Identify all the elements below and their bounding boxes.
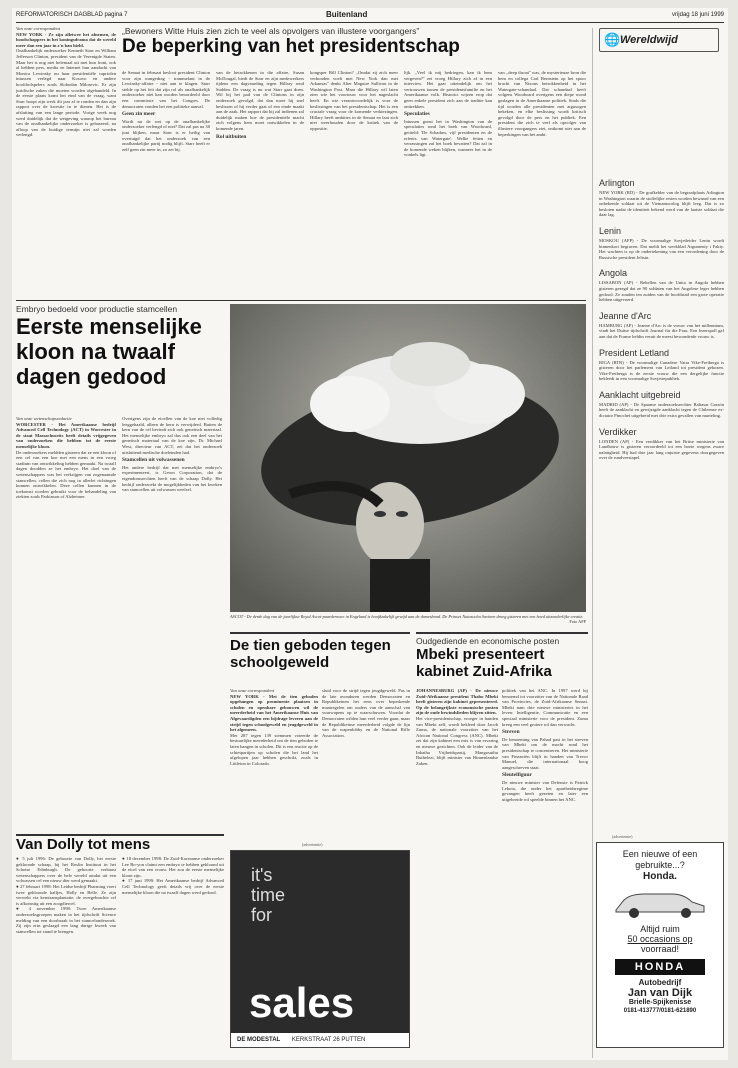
honda-offer: Altijd ruim (640, 924, 680, 934)
ad-label: (advertentie) (612, 834, 633, 839)
wereld-item (599, 390, 724, 419)
section-title: Buitenland (326, 10, 368, 19)
photo-credit: Foto AFP (569, 619, 586, 625)
stemcell-col1 (16, 416, 116, 828)
article-body: Het vice-presidentschap, vroeger in handen van Mbeki zelf, wordt bekleed door Jacob Zuma, de nationale voorzitter van het African National Congress (ANC). Mbeki zei dat zijn kabinet een mix is van ervaring en nieuwe gezichten. Ook de leider van de Inkatha Vrijheidspartij, Mangosuthu Buthelezi, blijft minister van Binnenlandse Zaken. (416, 715, 498, 766)
wereld-item (599, 348, 724, 382)
ad-store: DE MODESTAL (237, 1037, 281, 1043)
honda-dealer-name: Jan van Dijk (627, 987, 693, 999)
header-rule (16, 22, 724, 23)
schoolgeweld-title: De tien geboden tegen schoolgeweld (230, 637, 391, 671)
item-text: 17 juni 1999: Het Amerikaanse bedrijf Advanced Cell Technology geeft details vrij over de eerste menselijke kloon die na twaalf dagen werd gedood. (122, 878, 224, 895)
dolly-item: ● 18 december 1998: De Zuid-Koreaanse onderzoeker Lee Bo-yon claimt een embryo te hebben gekloond uit de eicel van een vrouw. Het zou de eerste menselijke kloon zijn. (122, 856, 224, 878)
stemcell-title: Eerste menselijke kloon na twaalf dagen gedood (16, 314, 202, 389)
lewinsky-article (16, 26, 116, 294)
section-rule (16, 300, 586, 301)
ad-address: KERKSTRAAT 26 PUTTEN (291, 1037, 366, 1043)
item-head: Verdikker (599, 426, 637, 437)
subhead: Streven (502, 729, 520, 736)
item-text: LONDEN (AP) - Een verdikker van het Britse ministerie van Landbouw is gisteren veroordeeld tot een boete wegens zware nalatigheid. Hij had drie jaar lang onjuiste gegevens doorgegeven over de rundveestapel. (599, 438, 724, 461)
wereld-item (599, 311, 724, 340)
honda-brand: Honda. (643, 871, 677, 882)
mbeki-headline (416, 632, 588, 682)
item-text: NEW YORK (RD) - De grafkelder van de begraafplaats Arlington in Washington waarin de stoffelijke resten worden bewaard van een onbekende soldaat uit de Vietnamoorlog blijft leeg. Dat is zo besloten nadat de identiteit bekend werd van de laatste soldaat die daar lag. (599, 190, 724, 218)
stemcell-col2 (122, 416, 222, 828)
article-body: Onafhankelijk onderzoeker Kenneth Starr en William Jefferson Clinton, president van de Verenigde Staten. Maar het is nog niet helemaal uit met hun front, ook al hebben pers, media en Internet hun aandacht van Monica Lewinsky nu haar presidentiële capriolen intussen verlegd naar Kosovo en andere hoofdrolspelers zoals Slobodan Milosevic. Er zijn juridische zaken die moeten worden afgehandeld. In de eerste plaats komt het eind van de vraag, want Starr hoopt zijn werk dit jaar af te ronden en dan zijn rapport over de kwestie in te dienen. Het is de afsluiting van een lange periode. Vorige week nog werd duidelijk dat de wetgeving waarop het bureau van de onafhankelijke onderzoeker is gebaseerd, na afloop van de huidige termijn niet zal worden verlengd. (16, 48, 116, 138)
dolly-item: ● 17 juni 1999: Het Amerikaanse bedrijf Advanced Cell Technology geeft details vrij over de eerste menselijke kloon die na twaalf dagen werd gedood. (122, 878, 224, 895)
schoolgeweld-col2 (322, 688, 410, 830)
honda-stock: voorraad! (640, 944, 680, 954)
item-text: 4 november 1998: Twee Amerikaanse onderzoeksgroepen maken in het tijdschrift Science melding van een doorbraak in het stamcelonderzoek. Zij zijn erin geslaagd een lang durige kweek van stamcellen tot stand te brengen. (16, 906, 116, 934)
col-text: Het andere bedrijf dat met menselijke embryo's experimenteert, is Geron Corporation, dat de eigendomsrechten heeft van de schaap Dolly. Het bedrijf onderzoekt de mogelijkheden van het kweken van stamcellen uit volwassen weefsel. (122, 464, 222, 493)
item-text: LISSABON (AP) - Rebellen van de Unita in Angola hebben gisteren gezegd dat ze 90 soldaten van het Angolese leger hebben gedood. Ze zouden ten zuiden van de hoofdstad een grote operatie hebben uitgevoerd. (599, 280, 724, 303)
page-header (16, 10, 724, 22)
ad-line: it's (251, 865, 273, 885)
wereldwijd-logo (599, 28, 719, 52)
col-text: Met 287 tegen 139 stemmen voteerde de bestuurlijke meerderheid om de tien geboden te laten hangen in scholen. Dit is een reactie op de schietpartijen op scholen die het land het afgelopen jaar hebben geschokt, zoals in Littleton in Colorado. (230, 732, 318, 766)
item-text: 5 juli 1996: De geboorte van Dolly, het eerste gekloonde schaap, bij het Roslin Instituut in het Schotse Edinburgh. De geboorte verbaast wetenschappers over de hele wereld omdat uit een volwassen cel een nieuw dier werd gemaakt. (16, 856, 116, 884)
article-body: De onderzoekers meldden gisteren dat ze een kloon of een cel van een koe met een mens in een vroeg stadium van ontwikkeling hebben gemaakt. Na twaalf dagen doodden ze het embryo. Het doel van de wetenschappers was het verkrijgen van zogenaamde stamcellen, cellen die zich nog in allerlei richtingen kunnen ontwikkelen. Deze cellen kunnen in de toekomst worden gebruikt voor de behandeling van ziekten zoals Parkinson of Alzheimer. (16, 449, 116, 500)
presidency-col1 (122, 70, 210, 294)
item-head: Arlington (599, 178, 635, 188)
honda-dealer: Autobedrijf (638, 978, 682, 987)
subhead: Geen zin meer (122, 111, 156, 118)
col-text: politiek van het ANC. In 1997 werd hij benoemd tot voorzitter van de Nationale Raad van Provincies, de Zuid-Afrikaanse Senaat. Mbeki nam drie nieuwe ministeries in het leven: Intelligentie, Communicatie en een speciaal ministerie voor de president. Zuma kreeg een veel grotere rol dan verwacht. (502, 688, 588, 727)
mbeki-kicker: Oudgediende en economische posten (416, 636, 560, 646)
schoolgeweld-col1 (230, 688, 318, 830)
wereld-item (599, 226, 724, 260)
wereld-item (599, 178, 724, 218)
schoolgeweld-headline (230, 632, 410, 682)
dolly-item: ● 27 februari 1998: Het Leidse bedrijf Pharming voert twee gekloonde kalfjes, Holly en Belle. Ze zijn verwekt via kerntransplantatie, de overgebrachte cel is afkomstig uit een zoogdiercel. (16, 883, 116, 906)
stemcell-kicker: Embryo bedoeld voor productie stamcellen (16, 304, 178, 314)
ad-line: time (251, 885, 286, 905)
item-head: President Letland (599, 347, 670, 358)
article-lead: NEW YORK - Ze zijn alletwee het afnemen, de boodschappers in het koningsdrama dat de wereld meer dan een jaar in z'n ban hield. (16, 31, 116, 48)
article-lead: JOHANNESBURG (AP) - De nieuwe Zuid-Afrikaanse president Thabo Mbeki heeft gisteren zijn kabinet gepresenteerd. Op de belangrijkste economische posten zijn de oude bewindslieden blijven zitten. (416, 688, 498, 716)
presidency-col4 (404, 70, 492, 294)
col-text: Intussen gonst het in Washington van de speculaties rond het boek van Woodward, getiteld: 'De Schaduw, vijf presidenten en de erfenis van Watergate'. Welke feiten en verrassingen zal het boek bevatten? Dat zal in de komende weken blijken, wanneer het in de winkels ligt. (404, 118, 492, 158)
presidency-col2 (216, 70, 304, 294)
ad-label: (advertentie) (302, 842, 323, 847)
honda-ad[interactable] (596, 842, 724, 1048)
mbeki-col2 (502, 688, 588, 1048)
stemcell-headline (16, 304, 226, 404)
col-text: Wordt nu de wet op de onafhankelijke onderzoeker verlengd of niet? Dat zal pas na 30 juni blijken, maar Starr is er heilig van overtuigd dat het onderzoek van een onafhankelijke partij nodig blijft. Starr heeft er zelf geen zin meer in, zo zei hij. (122, 118, 210, 152)
mbeki-title: Mbeki presenteert kabinet Zuid-Afrika (416, 646, 552, 680)
sales-ad[interactable] (230, 850, 410, 1048)
item-head: Aanklacht uitgebreid (599, 389, 681, 400)
item-text: 27 februari 1998: Het Leidse bedrijf Pharming voert twee gekloonde kalfjes, Holly en Belle. Ze zijn verwekt via kerntransplantatie, de overgebrachte cel is afkomstig uit een zoogdiercel. (16, 883, 116, 906)
honda-phone: 0181-413777/0181-621890 (623, 1008, 697, 1014)
newspaper-page (12, 8, 728, 1060)
col-text: sluid voor de strijd tegen jeugdgeweld. Pas in de late avonduren werden Democraten en Republikeinen het eens over beperkende maatregelen om ouders van de aanschaf van vuurwapens op te waarschuwen. Voordat de Democraten wilden hun veel verder gaan, maar de Republikeinse meerderheid volgde de lijn van de wapenlobby en de National Rifle Association. (322, 688, 410, 738)
byline: Van onze correspondent (16, 26, 60, 31)
photo-caption (230, 614, 586, 628)
col-text: De benoeming van Pahad past in het streven van Mbeki om de macht rond het presidentschap te concentreren. Het ministerie van Financiën blijft in handen van Trevor Manuel, die internationaal hoog aangeschreven staat. (502, 736, 588, 770)
ad-line: for (251, 905, 273, 925)
mbeki-col1 (416, 688, 498, 1048)
photo-hat-icon (230, 304, 586, 612)
subhead: Stamcellen uit volwassenen (122, 457, 185, 464)
globe-icon: 🌐 (604, 32, 621, 47)
item-text: HAMBURG (AP) - Jeanne d'Arc is de vrouw van het millennium, vindt het Duitse tijdschrift Journal für die Frau. Een lezerspoll gaf aan dat de Franse heldin veruit de meest bewonderde vrouw is. (599, 322, 724, 339)
item-head: Angola (599, 268, 628, 279)
header-date: vrijdag 18 juni 1999 (671, 12, 724, 18)
header-left: REFORMATORISCH DAGBLAD pagina 7 (16, 12, 128, 18)
byline: Van onze correspondent (230, 688, 274, 693)
logo-text: Wereldwijd (620, 34, 678, 46)
col-text: lijk. ,,Veel ik mij bedriegen, kan ik hem vergeven?'' zei vroeg Hillary zich af in een interview. Het gaat uiteindelijk om het vertrouwen tussen de presidentsfamilie en het Amerikaanse volk. Historici wijzen erop dat geen enkele president zich aan de traditie kan onttrekken. (404, 70, 492, 109)
dolly-item: ● 4 november 1998: Twee Amerikaanse onderzoeksgroepen maken in het tijdschrift Science melding van een doorbraak in het stamcelonderzoek. Zij zijn erin geslaagd een lang durige kweek van stamcellen tot stand te brengen. (16, 906, 116, 934)
car-icon (610, 886, 710, 920)
dolly-col1 (16, 856, 116, 1050)
honda-title: Een nieuwe of een gebruikte...? (622, 849, 698, 870)
col-text: van ,,deep throat'' was, de mysterieuze bron die hem en collega Carl Bernstein op het spoor bracht van Nixons betrokkenheid in het Watergate-schandaal. Dat schandaal heeft volgens Woodward overigens een diepe wond geslagen in de Amerikaanse politiek. Sinds die tijd worden alle presidenten met argusogen bekeken, en elke beslissing wordt kritisch gevolgd door de pers en het publiek. Een president die zich te veel als opvolger van illustere voorgangers ziet, ontkomt niet aan de beperkingen van het ambt. (498, 70, 586, 137)
article-lead: WORCESTER - Het Amerikaanse bedrijf Advanced Cell Technology (ACT) in Worcester in de staat Massachusetts heeft details vrijgegeven van onderzoeken die hebben tot de eerste menselijke kloon. (16, 421, 116, 449)
byline: Van onze wetenschapsredactie (16, 416, 72, 421)
col-text: De nieuwe minister van Defensie is Patrick Lekota, die onder het apartheidsregime gevangen heeft gezeten en later een uitgebreide rol speelde binnen het ANC. (502, 779, 588, 802)
subhead: Rol uitbuiten (216, 133, 247, 140)
honda-logo: HONDA (615, 959, 705, 975)
item-text: RIGA (RTR) - De voormalige Canadese Vaira Vike-Freiberga is gisteren door het parlement van Letland tot president gekozen. Vike-Freiberga is de eerste vrouw die een dergelijke functie bekleedt in een voormalige Sovjetrepubliek. (599, 359, 724, 382)
item-text: 18 december 1998: De Zuid-Koreaanse onderzoeker Lee Bo-yon claimt een embryo te hebben gekloond uit de eicel van een vrouw. Het zou de eerste menselijke kloon zijn. (122, 856, 224, 878)
subhead: Sleutelfiguur (502, 772, 532, 779)
col-text: kongsper Bill Clinton? ,,Omdat zij zich meer verbonden voelt met New York dan met Arkansas'' denkt Alter Maguire Sullivan in de Washington Post. Maar die Hillary wil laten zien wie het voortouw voor het nageslacht heeft. En wie verantwoordelijk is voor de beslissingen van het presidentschap. Het is een cruciale vraag voor de komende verkiezingen. Hillary heeft ambities in de Senaat en laat zich niet weerhouden door de kritiek van de oppositie. (310, 70, 398, 131)
wereld-item (599, 268, 724, 302)
dolly-item: ● 5 juli 1996: De geboorte van Dolly, het eerste gekloonde schaap, bij het Roslin Instituut in het Schotse Edinburgh. De geboorte verbaast wetenschappers over de hele wereld omdat uit een volwassen cel een nieuw dier werd gemaakt. (16, 856, 116, 884)
caption-text: ASCOT - De derde dag van de jaarlijkse Royal Ascot-paardenrace in Engeland is hoofdzakelijk gewijd aan de damesbond. De Prinses Natasocha Savinen droeg gisteren met een hoed uitzonderlijke creatie. (230, 614, 584, 619)
dolly-title: Van Dolly tot mens (16, 836, 151, 853)
col-text: Overigens zijn de eicellen van de koe niet volledig leeggehaald, alleen de kern is verwijderd. Buiten de kern van de cel bevindt zich ook genetisch materiaal. Het menselijke embryo zal dus ook een deel van het genetisch materiaal van de koe zijn. Dr. Michael West, directeur van ACT, zei dat het onderzoek uitsluitend medische doeleinden had. (122, 416, 222, 455)
wereld-item (599, 427, 724, 461)
dolly-headline (16, 834, 224, 852)
ad-sales-word: sales (249, 979, 355, 1026)
headline-kicker: „Bewoners Witte Huis zien zich te veel als opvolgers van illustere voorgangers” (122, 26, 420, 36)
subhead: Speculaties (404, 111, 430, 118)
item-text: MOSKOU (AFP) - De voormalige Sovjetleider Lenin wordt binnenkort begraven. Dat meldt het weekblad Argumenty i Fakty. Het wachten is op de ondertekening van een verordening door de Russische president Jeltsin. (599, 237, 724, 260)
item-head: Lenin (599, 225, 622, 236)
item-text: MADRID (AP) - De Spaanse onderzoeksrechter Baltasar Garzón heeft de aanklacht en gewijzigde aanklacht tegen de Chileense ex-dictator Pinochet uitgebreid met drie extra gevallen van marteling. (599, 401, 724, 419)
headline-title: De beperking van het presidentschap (122, 36, 460, 57)
ascot-photo (230, 304, 586, 612)
col-text: de Senaat in februari besloot president Clinton voor zijn wangedrag - trammelant in de Lewinsky-affaire - niet aan te klagen. Starr stelde op het feit dat zijn rol als onafhankelijk onderzoeker niet kan worden beoordeeld door een commissie van het Congres. De democraten vonden het een politieke aanval. (122, 70, 210, 109)
presidency-headline (122, 26, 588, 66)
dolly-col2 (122, 856, 224, 1050)
article-lead: NEW YORK - Met de tien geboden opgehangen op prominente plaatsen in scholen en openbare gebouwen wil de meerderheid van het Amerikaanse Huis van Afgevaardigden een bijdrage leveren aan de strijd tegen schoolgeweld en jeugdgeweld in het algemeen. (230, 693, 318, 733)
col-text: van de betrokkenen in die affaire, Susan McDougal, biedt de Starr en zijn medewerkers tijdens een dagvaarding tegen Hillary rond Sudden. De vraag is nu wat Starr gaat doen. Wil hij het pad van de Clintons in zijn onderzoek gevolgd, dat dan moet hij snel beslissen of hij verder gaat of een einde maakt aan de zaak. Het rapport dat hij zal indienen zal duidelijk maken hoe de presidentiële macht zich volgens hem moet ontwikkelen in de komende jaren. (216, 70, 304, 131)
item-head: Jeanne d'Arc (599, 310, 652, 321)
presidency-col5 (498, 70, 586, 294)
honda-place: Brielle-Spijkenisse (628, 999, 692, 1006)
presidency-col3 (310, 70, 398, 294)
honda-count: 50 occasions op (627, 934, 693, 944)
